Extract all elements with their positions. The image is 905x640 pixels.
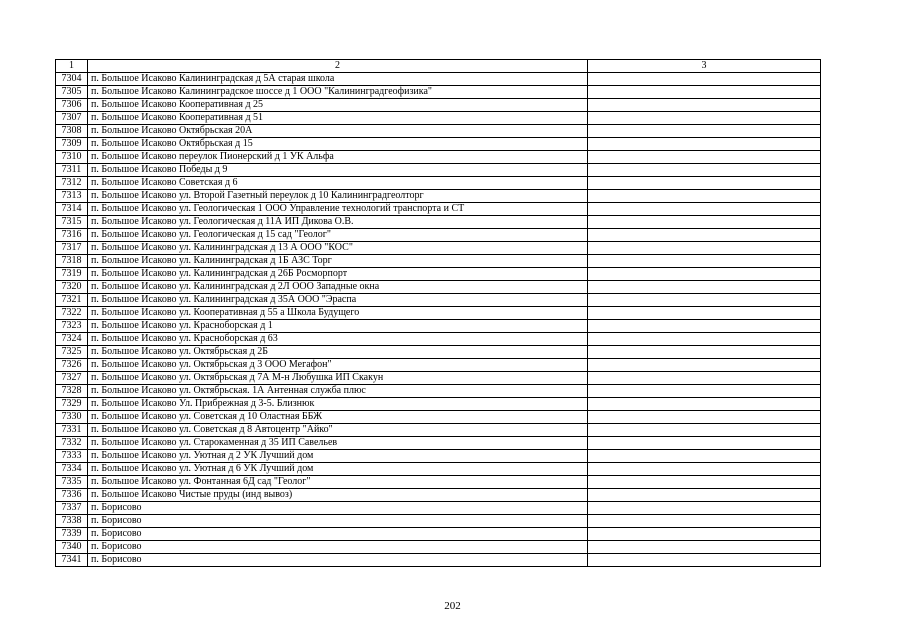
address-cell: п. Большое Исаково ул. Уютная д 6 УК Лучший дом [88, 463, 588, 476]
column-3-cell [588, 281, 821, 294]
address-cell: п. Борисово [88, 528, 588, 541]
column-header-3: 3 [588, 60, 821, 73]
column-3-cell [588, 268, 821, 281]
column-3-cell [588, 476, 821, 489]
row-number-cell: 7306 [56, 99, 88, 112]
column-3-cell [588, 203, 821, 216]
address-cell: п. Большое Исаково ул. Фонтанная 6Д сад "Геолог" [88, 476, 588, 489]
column-3-cell [588, 99, 821, 112]
address-cell: п. Большое Исаково ул. Калининградская д 2Л ООО Западные окна [88, 281, 588, 294]
table-row [56, 99, 821, 112]
column-3-cell [588, 528, 821, 541]
column-3-cell [588, 515, 821, 528]
address-cell: п. Большое Исаково ул. Октябрьская д 3 ООО Мегафон" [88, 359, 588, 372]
address-cell: п. Борисово [88, 554, 588, 567]
column-3-cell [588, 255, 821, 268]
table-row [56, 86, 821, 99]
table-row [56, 268, 821, 281]
column-3-cell [588, 112, 821, 125]
row-number-cell: 7310 [56, 151, 88, 164]
table-row [56, 372, 821, 385]
table-row [56, 502, 821, 515]
table-row [56, 424, 821, 437]
table-row [56, 385, 821, 398]
table-row [56, 151, 821, 164]
table-row [56, 411, 821, 424]
row-number-cell: 7325 [56, 346, 88, 359]
table-header-row [56, 60, 821, 73]
column-3-cell [588, 216, 821, 229]
column-3-cell [588, 307, 821, 320]
table-row [56, 294, 821, 307]
address-cell: п. Большое Исаково ул. Старокаменная д 35 ИП Савельев [88, 437, 588, 450]
page-number: 202 [444, 600, 461, 612]
table-row [56, 125, 821, 138]
row-number-cell: 7311 [56, 164, 88, 177]
table-row [56, 203, 821, 216]
column-3-cell [588, 151, 821, 164]
table-row [56, 112, 821, 125]
column-header-1: 1 [56, 60, 88, 73]
address-cell: п. Большое Исаково ул. Калининградская д 35А ООО "Эраспа [88, 294, 588, 307]
row-number-cell: 7335 [56, 476, 88, 489]
column-3-cell [588, 177, 821, 190]
column-3-cell [588, 437, 821, 450]
address-cell: п. Большое Исаково Ул. Прибрежная д 3-5. Близнюк [88, 398, 588, 411]
address-cell: п. Борисово [88, 515, 588, 528]
row-number-cell: 7329 [56, 398, 88, 411]
row-number-cell: 7333 [56, 450, 88, 463]
row-number-cell: 7304 [56, 73, 88, 86]
row-number-cell: 7327 [56, 372, 88, 385]
column-3-cell [588, 229, 821, 242]
address-cell: п. Большое Исаково ул. Калининградская д 1Б АЗС Торг [88, 255, 588, 268]
table-row [56, 307, 821, 320]
address-cell: п. Большое Исаково ул. Кооперативная д 55 а Школа Будущего [88, 307, 588, 320]
address-cell: п. Большое Исаково ул. Калининградская д 26Б Росморпорт [88, 268, 588, 281]
row-number-cell: 7337 [56, 502, 88, 515]
address-cell: п. Большое Исаково ул. Советская д 10 Оластная ББЖ [88, 411, 588, 424]
table-row [56, 177, 821, 190]
address-cell: п. Большое Исаково ул. Геологическая д 11А ИП Дикова О.В. [88, 216, 588, 229]
row-number-cell: 7320 [56, 281, 88, 294]
table-row [56, 281, 821, 294]
address-cell: п. Большое Исаково ул. Красноборская д 1 [88, 320, 588, 333]
column-3-cell [588, 190, 821, 203]
column-3-cell [588, 346, 821, 359]
column-3-cell [588, 138, 821, 151]
address-cell: п. Большое Исаково Кооперативная д 51 [88, 112, 588, 125]
table-row [56, 476, 821, 489]
row-number-cell: 7328 [56, 385, 88, 398]
column-3-cell [588, 333, 821, 346]
row-number-cell: 7315 [56, 216, 88, 229]
row-number-cell: 7339 [56, 528, 88, 541]
table-body [56, 73, 821, 567]
row-number-cell: 7331 [56, 424, 88, 437]
column-3-cell [588, 489, 821, 502]
row-number-cell: 7314 [56, 203, 88, 216]
column-header-2: 2 [88, 60, 588, 73]
row-number-cell: 7323 [56, 320, 88, 333]
row-number-cell: 7308 [56, 125, 88, 138]
address-cell: п. Борисово [88, 541, 588, 554]
row-number-cell: 7322 [56, 307, 88, 320]
address-cell: п. Большое Исаково переулок Пионерский д 1 УК Альфа [88, 151, 588, 164]
row-number-cell: 7334 [56, 463, 88, 476]
row-number-cell: 7309 [56, 138, 88, 151]
table-row [56, 541, 821, 554]
row-number-cell: 7317 [56, 242, 88, 255]
address-cell: п. Большое Исаково ул. Красноборская д 63 [88, 333, 588, 346]
table-row [56, 229, 821, 242]
column-3-cell [588, 463, 821, 476]
column-3-cell [588, 398, 821, 411]
row-number-cell: 7313 [56, 190, 88, 203]
column-3-cell [588, 385, 821, 398]
table-row [56, 242, 821, 255]
column-3-cell [588, 73, 821, 86]
address-table [55, 59, 821, 567]
address-cell: п. Большое Исаково ул. Второй Газетный переулок д 10 Калининградгеолторг [88, 190, 588, 203]
row-number-cell: 7336 [56, 489, 88, 502]
address-cell: п. Борисово [88, 502, 588, 515]
address-cell: п. Большое Исаково Советская д 6 [88, 177, 588, 190]
column-3-cell [588, 359, 821, 372]
column-3-cell [588, 125, 821, 138]
column-3-cell [588, 424, 821, 437]
column-3-cell [588, 372, 821, 385]
address-cell: п. Большое Исаково Победы д 9 [88, 164, 588, 177]
address-cell: п. Большое Исаково Октябрьская 20А [88, 125, 588, 138]
row-number-cell: 7319 [56, 268, 88, 281]
table-row [56, 463, 821, 476]
column-3-cell [588, 164, 821, 177]
table-row [56, 255, 821, 268]
table-row [56, 320, 821, 333]
row-number-cell: 7332 [56, 437, 88, 450]
row-number-cell: 7321 [56, 294, 88, 307]
table-row [56, 333, 821, 346]
row-number-cell: 7340 [56, 541, 88, 554]
column-3-cell [588, 450, 821, 463]
address-cell: п. Большое Исаково Калининградская д 5А старая школа [88, 73, 588, 86]
column-3-cell [588, 320, 821, 333]
table-row [56, 554, 821, 567]
table-row [56, 398, 821, 411]
address-cell: п. Большое Исаково Чистые пруды (инд вывоз) [88, 489, 588, 502]
table-row [56, 346, 821, 359]
column-3-cell [588, 554, 821, 567]
table-row [56, 359, 821, 372]
table-row [56, 138, 821, 151]
address-cell: п. Большое Исаково ул. Октябрьская. 1А Антенная служба плюс [88, 385, 588, 398]
address-cell: п. Большое Исаково ул. Октябрьская д 7А М-н Любушка ИП Скакун [88, 372, 588, 385]
table-row [56, 73, 821, 86]
table-row [56, 450, 821, 463]
row-number-cell: 7312 [56, 177, 88, 190]
address-cell: п. Большое Исаково ул. Советская д 8 Автоцентр "Айко" [88, 424, 588, 437]
row-number-cell: 7316 [56, 229, 88, 242]
row-number-cell: 7324 [56, 333, 88, 346]
table-row [56, 190, 821, 203]
row-number-cell: 7305 [56, 86, 88, 99]
column-3-cell [588, 242, 821, 255]
row-number-cell: 7307 [56, 112, 88, 125]
row-number-cell: 7338 [56, 515, 88, 528]
table-row [56, 515, 821, 528]
row-number-cell: 7318 [56, 255, 88, 268]
document-page [55, 59, 820, 567]
address-cell: п. Большое Исаково Кооперативная д 25 [88, 99, 588, 112]
table-row [56, 164, 821, 177]
column-3-cell [588, 86, 821, 99]
address-cell: п. Большое Исаково ул. Калининградская д 13 А ООО "КОС" [88, 242, 588, 255]
address-cell: п. Большое Исаково ул. Октябрьская д 2Б [88, 346, 588, 359]
column-3-cell [588, 294, 821, 307]
row-number-cell: 7341 [56, 554, 88, 567]
address-cell: п. Большое Исаково Калининградское шоссе д 1 ООО "Калининградгеофизика" [88, 86, 588, 99]
address-cell: п. Большое Исаково ул. Уютная д 2 УК Лучший дом [88, 450, 588, 463]
address-cell: п. Большое Исаково ул. Геологическая д 15 сад "Геолог" [88, 229, 588, 242]
table-row [56, 216, 821, 229]
address-cell: п. Большое Исаково Октябрьская д 15 [88, 138, 588, 151]
table-row [56, 489, 821, 502]
column-3-cell [588, 502, 821, 515]
column-3-cell [588, 541, 821, 554]
address-cell: п. Большое Исаково ул. Геологическая 1 ООО Управление технологий транспорта и СТ [88, 203, 588, 216]
table-row [56, 437, 821, 450]
column-3-cell [588, 411, 821, 424]
row-number-cell: 7326 [56, 359, 88, 372]
row-number-cell: 7330 [56, 411, 88, 424]
table-row [56, 528, 821, 541]
